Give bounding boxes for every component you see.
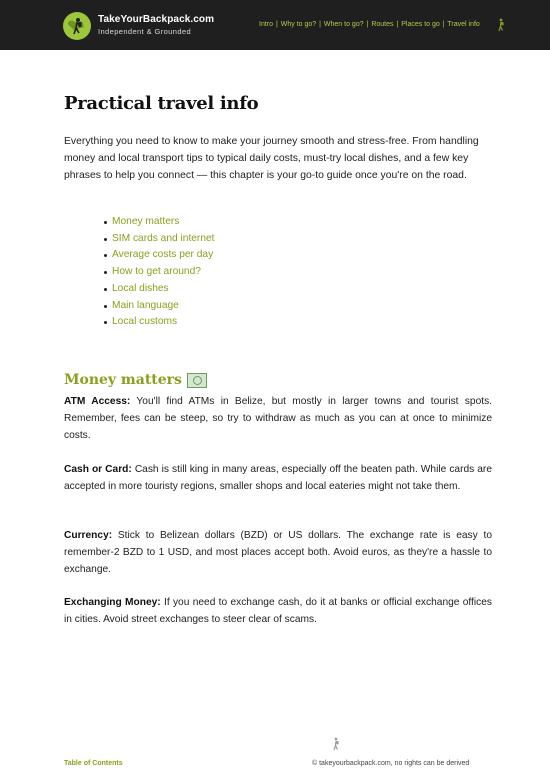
money-bill-icon <box>187 373 207 388</box>
footer-table-of-contents-link[interactable]: Table of Contents <box>64 760 123 767</box>
brand-name[interactable]: TakeYourBackpack.com <box>98 14 215 25</box>
paragraph-label: Cash or Card: <box>64 464 132 475</box>
top-navigation <box>259 21 480 28</box>
toc-link-local-dishes[interactable]: Local dishes <box>104 281 215 298</box>
paragraph-label: Currency: <box>64 530 113 541</box>
brand-tagline: Independent & Grounded <box>98 27 192 36</box>
footer-copyright: © takeyourbackpack.com, no rights can be derived <box>312 760 470 767</box>
paragraph-text: Stick to Belizean dollars (BZD) or US dollars. The exchange rate is easy to remember-2 BZD to 1 USD, and most places accept both. Avoid euros, as they're a hassle to exchange. <box>64 530 492 576</box>
paragraph-cash-or-card <box>64 461 492 495</box>
nav-link-intro[interactable]: Intro <box>259 21 274 28</box>
paragraph-label: ATM Access: <box>64 396 131 407</box>
nav-separator: | <box>319 21 321 28</box>
intro-paragraph: Everything you need to know to make your journey smooth and stress-free. From handling money and local transport tips to typical daily costs, must-try local dishes, and a few key phrases to help you connect — this chapter is your go-to guide once you're on the road. <box>64 136 479 181</box>
site-header <box>0 0 550 50</box>
paragraph-label: Exchanging Money: <box>64 597 161 608</box>
toc-link-average-costs[interactable]: Average costs per day <box>104 247 215 264</box>
chapter-contents-list <box>104 214 215 331</box>
nav-link-why-to-go[interactable]: Why to go? <box>280 21 317 28</box>
paragraph-atm-access <box>64 393 492 445</box>
section-heading-text: Money matters <box>64 372 182 388</box>
nav-link-places-to-go[interactable]: Places to go <box>401 21 440 28</box>
paragraph-text: Cash is still king in many areas, especially off the beaten path. While cards are accepted in more touristy regions, smaller shops and local eateries might not take them. <box>64 464 492 493</box>
toc-link-get-around[interactable]: How to get around? <box>104 264 215 281</box>
paragraph-exchanging-money <box>64 594 492 628</box>
toc-link-main-language[interactable]: Main language <box>104 298 215 315</box>
page-title: Practical travel info <box>64 93 259 114</box>
nav-separator: | <box>442 21 445 28</box>
toc-link-local-customs[interactable]: Local customs <box>104 314 215 331</box>
nav-separator: | <box>366 21 369 28</box>
paragraph-currency <box>64 527 492 579</box>
paragraph-text: If you need to exchange cash, do it at banks or official exchange offices in cities. Avoid street exchanges to steer clear of scams. <box>64 597 492 626</box>
nav-separator: | <box>396 21 399 28</box>
nav-link-travel-info[interactable]: Travel info <box>447 21 480 28</box>
nav-separator: | <box>275 21 278 28</box>
nav-link-when-to-go[interactable]: When to go? <box>323 21 364 28</box>
nav-link-routes[interactable]: Routes <box>371 21 394 28</box>
toc-link-sim-cards[interactable]: SIM cards and internet <box>104 231 215 248</box>
toc-link-money-matters[interactable]: Money matters <box>104 214 215 231</box>
paragraph-text: You'll find ATMs in Belize, but mostly in larger towns and tourist spots. Remember, fees can be steep, so try to withdraw as much as you can at once to minimize costs. <box>64 396 492 442</box>
hiker-icon <box>331 737 341 751</box>
globe-hiker-logo[interactable] <box>63 12 91 40</box>
hiker-icon <box>496 18 506 32</box>
section-heading-money-matters <box>64 372 207 388</box>
